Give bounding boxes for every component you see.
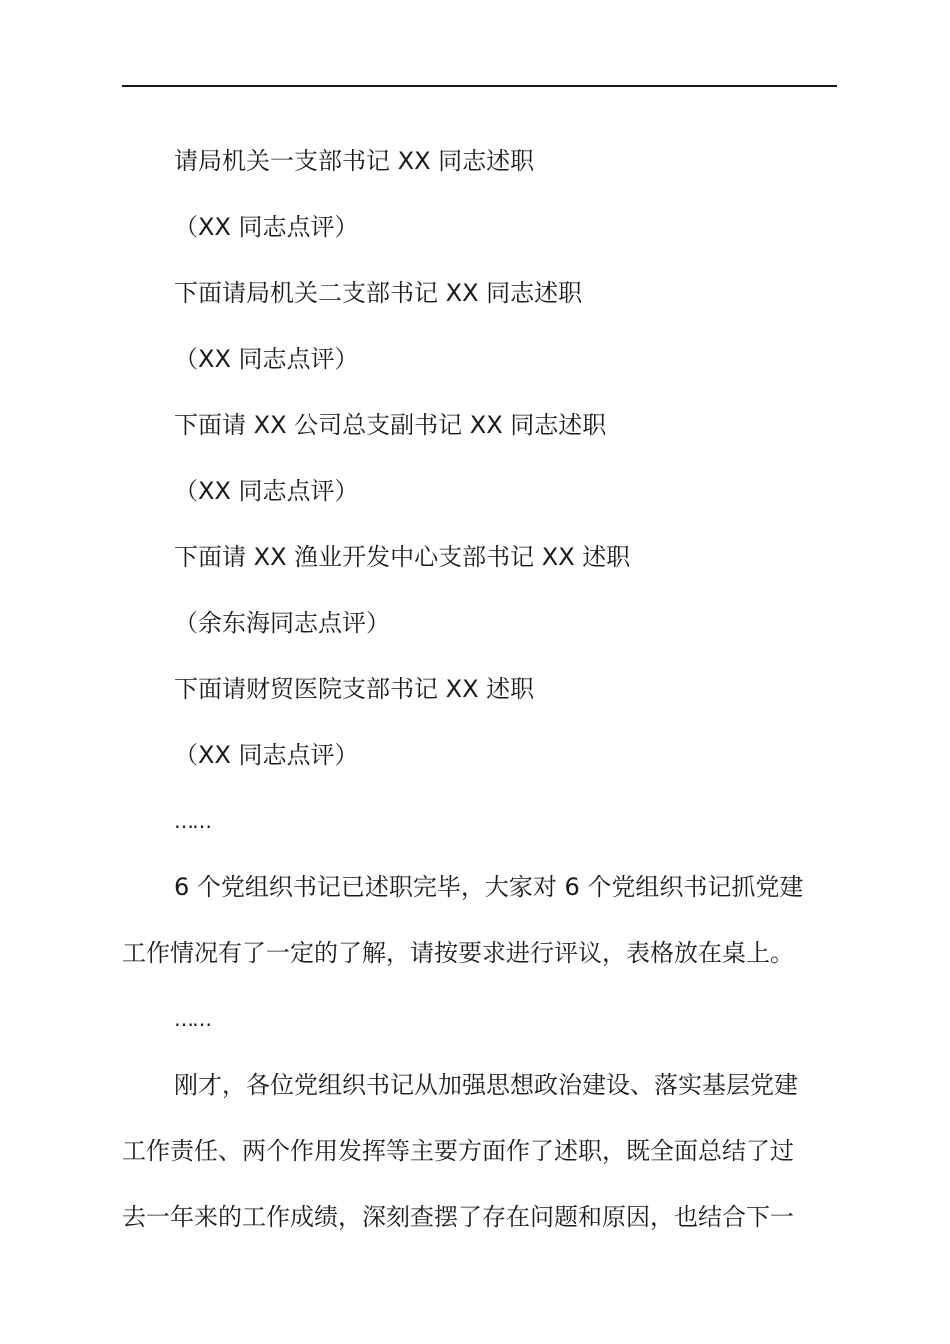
header-rule — [122, 85, 837, 87]
text-line: 下面请财贸医院支部书记 XX 述职 — [174, 675, 535, 703]
paragraph-line: 去一年来的工作成绩，深刻查摆了存在问题和原因，也结合下一 — [122, 1203, 794, 1231]
paragraph-line: 工作责任、两个作用发挥等主要方面作了述职，既全面总结了过 — [122, 1137, 794, 1165]
paragraph-line: 工作情况有了一定的了解，请按要求进行评议，表格放在桌上。 — [122, 939, 794, 967]
ellipsis: …… — [174, 1007, 210, 1031]
text-line: （余东海同志点评） — [174, 609, 390, 637]
text-line: 下面请局机关二支部书记 XX 同志述职 — [174, 279, 583, 307]
paragraph-line: 6 个党组织书记已述职完毕，大家对 6 个党组织书记抓党建 — [174, 873, 804, 901]
paragraph-summary — [122, 854, 837, 986]
paragraph-line: 刚才，各位党组织书记从加强思想政治建设、落实基层党建 — [174, 1071, 798, 1099]
ellipsis: …… — [174, 809, 210, 833]
text-line: （XX 同志点评） — [174, 741, 359, 769]
text-line: （XX 同志点评） — [174, 345, 359, 373]
text-line: 下面请 XX 公司总支副书记 XX 同志述职 — [174, 411, 607, 439]
text-line: （XX 同志点评） — [174, 213, 359, 241]
text-line: 下面请 XX 渔业开发中心支部书记 XX 述职 — [174, 543, 631, 571]
text-line: （XX 同志点评） — [174, 477, 359, 505]
paragraph-review — [122, 1052, 837, 1250]
text-line: 请局机关一支部书记 XX 同志述职 — [174, 147, 535, 175]
document-body — [122, 128, 837, 1250]
